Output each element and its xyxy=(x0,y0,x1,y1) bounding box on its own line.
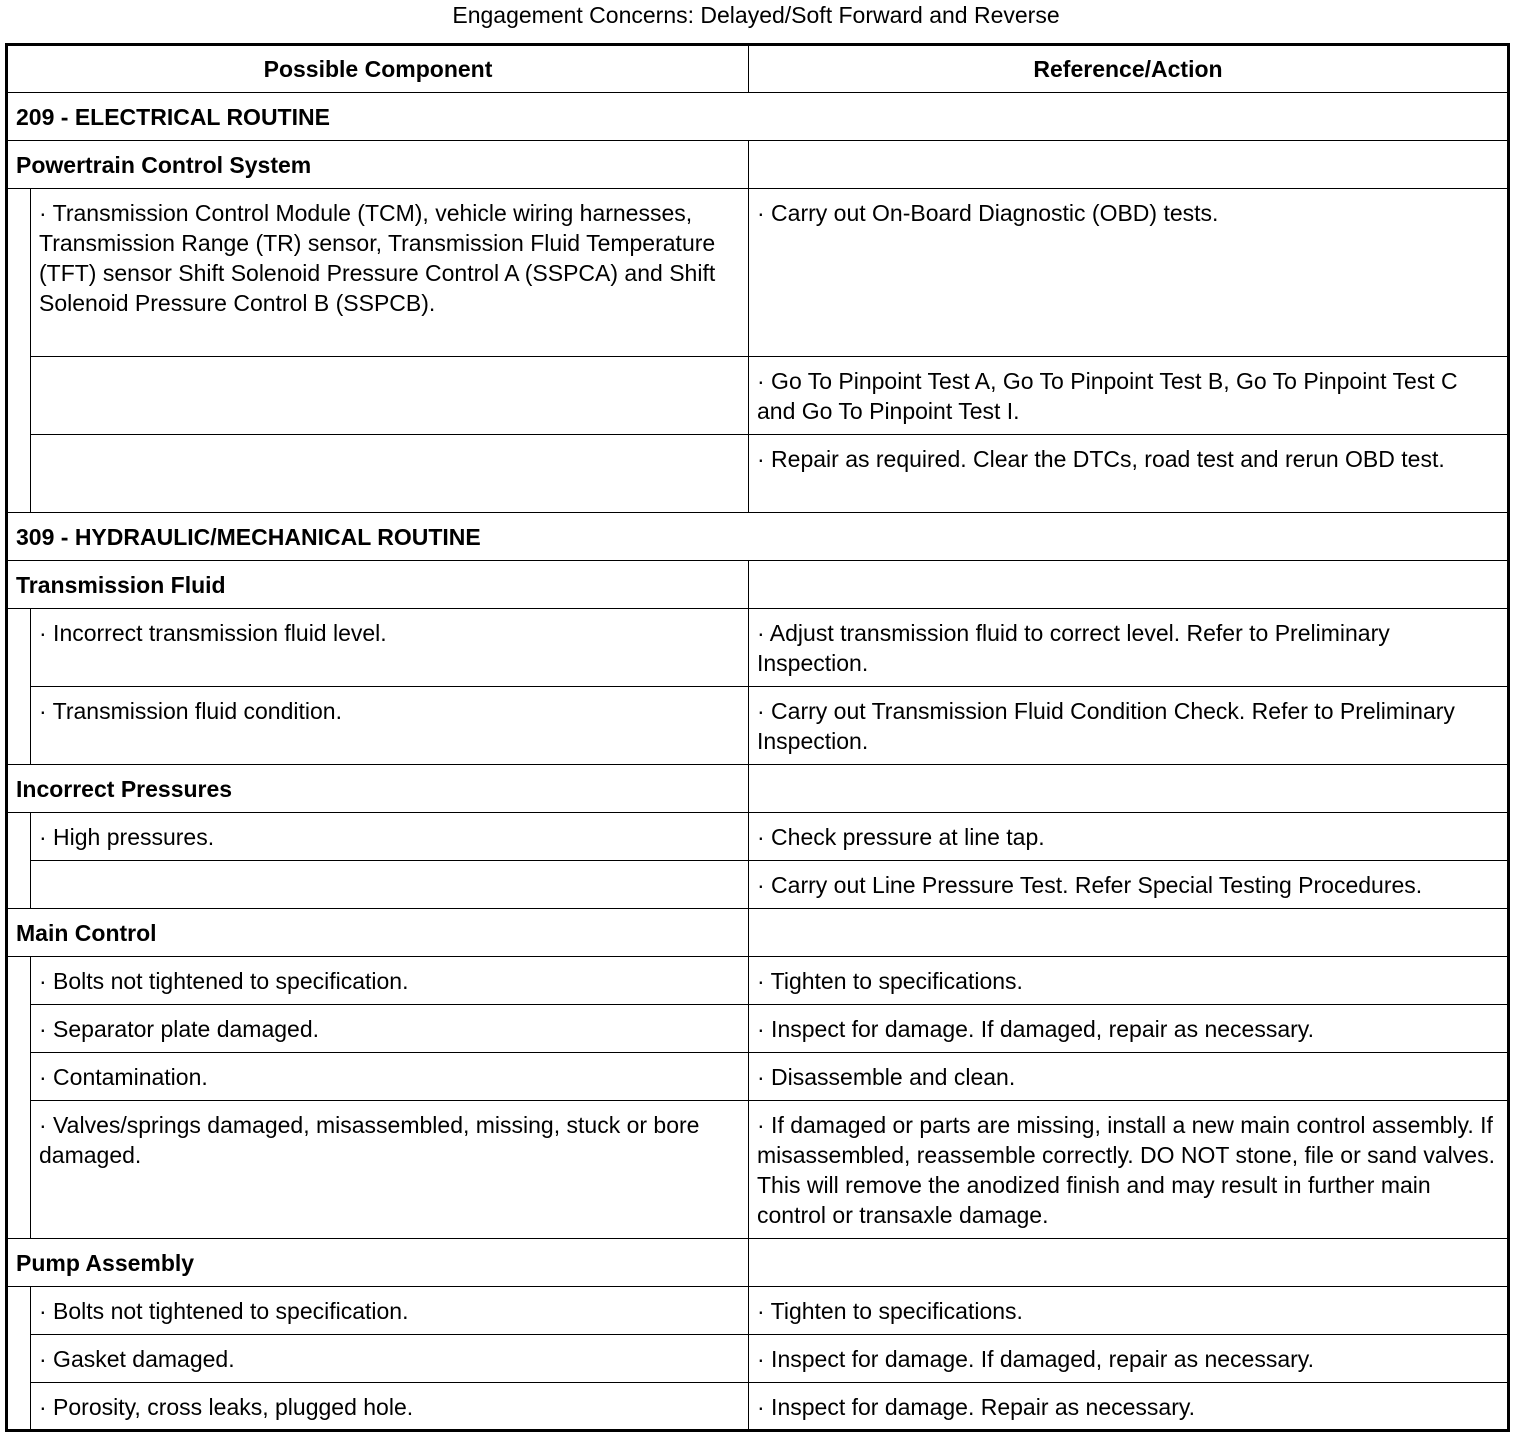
section-title-hydraulic: 309 - HYDRAULIC/MECHANICAL ROUTINE xyxy=(16,524,481,550)
table-header-row xyxy=(7,45,1509,93)
table-row xyxy=(7,687,1509,765)
action-text: · Inspect for damage. Repair as necessary. xyxy=(757,1394,1196,1420)
group-title-main-control: Main Control xyxy=(16,920,157,946)
action-text: · Adjust transmission fluid to correct level. Refer to Preliminary Inspection. xyxy=(757,620,1390,676)
component-text: · Transmission fluid condition. xyxy=(39,698,342,724)
section-row xyxy=(7,93,1509,141)
action-text: · If damaged or parts are missing, install a new main control assembly. If misassembled, reassemble correctly. DO NOT stone, file or sand valves. This will remove the anodized finish and may result in further main control or transaxle damage. xyxy=(757,1112,1495,1228)
table-row xyxy=(7,1053,1509,1101)
table-row xyxy=(7,1287,1509,1335)
table-row xyxy=(7,1005,1509,1053)
table-row xyxy=(7,189,1509,357)
action-text: · Tighten to specifications. xyxy=(757,968,1023,994)
table-row xyxy=(7,957,1509,1005)
component-text: · Bolts not tightened to specification. xyxy=(39,1298,409,1324)
component-text: · Gasket damaged. xyxy=(39,1346,235,1372)
group-row xyxy=(7,561,1509,609)
action-text: · Repair as required. Clear the DTCs, road test and rerun OBD test. xyxy=(757,446,1445,472)
group-row xyxy=(7,1239,1509,1287)
group-row xyxy=(7,141,1509,189)
component-text: · Separator plate damaged. xyxy=(39,1016,320,1042)
group-title-pressures: Incorrect Pressures xyxy=(16,776,233,802)
component-text: · Porosity, cross leaks, plugged hole. xyxy=(39,1394,414,1420)
component-text: · Incorrect transmission fluid level. xyxy=(39,620,387,646)
component-text: · Transmission Control Module (TCM), vehicle wiring harnesses, Transmission Range (TR) sensor, Transmission Fluid Temperature (TFT) sensor Shift Solenoid Pressure Control A (SSPCA) and Shift Solenoid Pressure Control B (SSPCB). xyxy=(39,200,716,316)
action-text: · Carry out On-Board Diagnostic (OBD) tests. xyxy=(757,200,1219,226)
column-header-action: Reference/Action xyxy=(749,45,1509,93)
action-text: · Carry out Transmission Fluid Condition Check. Refer to Preliminary Inspection. xyxy=(757,698,1455,754)
component-text: · Valves/springs damaged, misassembled, missing, stuck or bore damaged. xyxy=(39,1112,700,1168)
table-row xyxy=(7,813,1509,861)
action-text: · Disassemble and clean. xyxy=(757,1064,1016,1090)
group-title-fluid: Transmission Fluid xyxy=(16,572,226,598)
diagnosis-table xyxy=(5,43,1510,1432)
column-header-component: Possible Component xyxy=(7,45,749,93)
group-row xyxy=(7,909,1509,957)
action-text: · Carry out Line Pressure Test. Refer Special Testing Procedures. xyxy=(757,872,1423,898)
action-text: · Tighten to specifications. xyxy=(757,1298,1023,1324)
table-row xyxy=(7,1383,1509,1431)
section-title-electrical: 209 - ELECTRICAL ROUTINE xyxy=(16,104,330,130)
table-row xyxy=(7,1101,1509,1239)
group-title-pump: Pump Assembly xyxy=(16,1250,195,1276)
action-text: · Go To Pinpoint Test A, Go To Pinpoint Test B, Go To Pinpoint Test C and Go To Pinpoint Test I. xyxy=(757,368,1458,424)
action-text: · Inspect for damage. If damaged, repair as necessary. xyxy=(757,1016,1314,1042)
group-row xyxy=(7,765,1509,813)
action-text: · Inspect for damage. If damaged, repair as necessary. xyxy=(757,1346,1314,1372)
table-row xyxy=(7,1335,1509,1383)
component-text: · Bolts not tightened to specification. xyxy=(39,968,409,994)
table-row xyxy=(7,357,1509,435)
table-row xyxy=(7,435,1509,513)
page-title: Engagement Concerns: Delayed/Soft Forward and Reverse xyxy=(452,2,1060,28)
component-text: · Contamination. xyxy=(39,1064,208,1090)
table-row xyxy=(7,861,1509,909)
group-title-powertrain: Powertrain Control System xyxy=(16,152,312,178)
section-row xyxy=(7,513,1509,561)
component-text: · High pressures. xyxy=(39,824,215,850)
table-row xyxy=(7,609,1509,687)
action-text: · Check pressure at line tap. xyxy=(757,824,1045,850)
